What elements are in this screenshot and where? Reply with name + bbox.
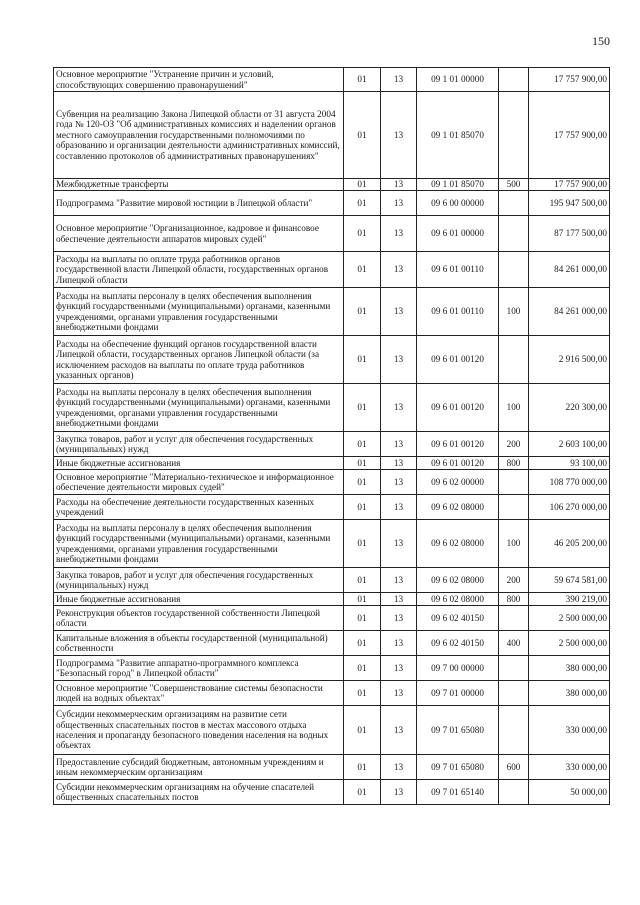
target-article-code: 09 6 02 08000: [417, 593, 499, 606]
table-row: [54, 252, 610, 288]
ministry-code: 01: [344, 681, 381, 706]
section-code: 13: [381, 755, 417, 780]
amount: 330 000,00: [529, 706, 610, 755]
expense-name: Предоставление субсидий бюджетным, автономным учреждениям и иным некоммерческим организациям: [54, 755, 344, 780]
expense-name: Реконструкция объектов государственной собственности Липецкой области: [54, 606, 344, 631]
expense-type-code: [499, 336, 529, 384]
table-row: [54, 68, 610, 92]
section-code: 13: [381, 179, 417, 191]
target-article-code: 09 6 01 00000: [417, 216, 499, 252]
table-row: [54, 457, 610, 470]
ministry-code: 01: [344, 68, 381, 92]
amount: 220 300,00: [529, 384, 610, 432]
table-row: [54, 706, 610, 755]
expense-name: Расходы на обеспечение функций органов государственной власти Липецкой области, государственных органов Липецкой области (за исключением расходов на выплаты по оплате труда работников указанных органов): [54, 336, 344, 384]
section-code: 13: [381, 780, 417, 805]
amount: 17 757 900,00: [529, 68, 610, 92]
amount: 84 261 000,00: [529, 252, 610, 288]
table-row: [54, 656, 610, 681]
expense-type-code: 100: [499, 288, 529, 336]
amount: 2 500 000,00: [529, 606, 610, 631]
amount: 17 757 900,00: [529, 179, 610, 191]
ministry-code: 01: [344, 568, 381, 593]
ministry-code: 01: [344, 780, 381, 805]
ministry-code: 01: [344, 288, 381, 336]
ministry-code: 01: [344, 606, 381, 631]
target-article-code: 09 7 00 00000: [417, 656, 499, 681]
expense-name: Субвенция на реализацию Закона Липецкой области от 31 августа 2004 года № 120-ОЗ "Об административных комиссиях и наделении органов местного самоуправления государственными полномочиями по образованию и организации деятельности административных комиссий, составлению протоколов об административных правонарушениях": [54, 92, 344, 179]
table-row: [54, 631, 610, 656]
expense-type-code: [499, 92, 529, 179]
table-row: [54, 780, 610, 805]
amount: 106 270 000,00: [529, 495, 610, 520]
expense-name: Основное мероприятие "Материально-техническое и информационное обеспечение деятельности мировых судей": [54, 470, 344, 495]
ministry-code: 01: [344, 656, 381, 681]
target-article-code: 09 1 01 00000: [417, 68, 499, 92]
expense-name: Расходы на выплаты персоналу в целях обеспечения выполнения функций государственными (муниципальными) органами, казенными учреждениями, органами управления государственными внебюджетными фондами: [54, 384, 344, 432]
expense-type-code: [499, 470, 529, 495]
expense-type-code: [499, 252, 529, 288]
section-code: 13: [381, 495, 417, 520]
expense-type-code: 800: [499, 593, 529, 606]
expense-type-code: [499, 191, 529, 216]
target-article-code: 09 7 01 65140: [417, 780, 499, 805]
target-article-code: 09 6 01 00120: [417, 384, 499, 432]
section-code: 13: [381, 706, 417, 755]
expense-type-code: 400: [499, 631, 529, 656]
expense-name: Расходы на обеспечение деятельности государственных казенных учреждений: [54, 495, 344, 520]
ministry-code: 01: [344, 495, 381, 520]
ministry-code: 01: [344, 631, 381, 656]
target-article-code: 09 7 01 00000: [417, 681, 499, 706]
expense-name: Расходы на выплаты по оплате труда работников органов государственной власти Липецкой области, государственных органов Липецкой области: [54, 252, 344, 288]
section-code: 13: [381, 470, 417, 495]
expense-type-code: [499, 495, 529, 520]
ministry-code: 01: [344, 191, 381, 216]
target-article-code: 09 1 01 85070: [417, 179, 499, 191]
expense-type-code: 100: [499, 520, 529, 568]
table-row: [54, 288, 610, 336]
expense-type-code: 500: [499, 179, 529, 191]
target-article-code: 09 6 02 08000: [417, 495, 499, 520]
budget-table: [53, 67, 610, 805]
target-article-code: 09 6 01 00110: [417, 288, 499, 336]
amount: 108 770 000,00: [529, 470, 610, 495]
amount: 380 000,00: [529, 656, 610, 681]
expense-name: Закупка товаров, работ и услуг для обеспечения государственных (муниципальных) нужд: [54, 432, 344, 457]
table-row: [54, 606, 610, 631]
amount: 46 205 200,00: [529, 520, 610, 568]
amount: 50 000,00: [529, 780, 610, 805]
target-article-code: 09 6 01 00120: [417, 432, 499, 457]
table-row: [54, 520, 610, 568]
expense-name: Расходы на выплаты персоналу в целях обеспечения выполнения функций государственными (муниципальными) органами, казенными учреждениями, органами управления государственными внебюджетными фондами: [54, 288, 344, 336]
ministry-code: 01: [344, 216, 381, 252]
table-row: [54, 384, 610, 432]
amount: 2 916 500,00: [529, 336, 610, 384]
section-code: 13: [381, 681, 417, 706]
expense-name: Основное мероприятие "Устранение причин и условий, способствующих совершению правонарушений": [54, 68, 344, 92]
expense-name: Подпрограмма "Развитие мировой юстиции в Липецкой области": [54, 191, 344, 216]
section-code: 13: [381, 432, 417, 457]
expense-type-code: [499, 656, 529, 681]
amount: 59 674 581,00: [529, 568, 610, 593]
target-article-code: 09 6 02 40150: [417, 631, 499, 656]
target-article-code: 09 6 00 00000: [417, 191, 499, 216]
expense-name: Субсидии некоммерческим организациям на развитие сети общественных спасательных постов в местах массового отдыха населения и пропаганду безопасного поведения населения на водных объектах: [54, 706, 344, 755]
target-article-code: 09 6 02 08000: [417, 520, 499, 568]
ministry-code: 01: [344, 384, 381, 432]
expense-type-code: [499, 68, 529, 92]
amount: 17 757 900,00: [529, 92, 610, 179]
target-article-code: 09 6 02 40150: [417, 606, 499, 631]
table-row: [54, 568, 610, 593]
table-row: [54, 495, 610, 520]
expense-type-code: 800: [499, 457, 529, 470]
table-row: [54, 92, 610, 179]
section-code: 13: [381, 191, 417, 216]
section-code: 13: [381, 593, 417, 606]
amount: 87 177 500,00: [529, 216, 610, 252]
ministry-code: 01: [344, 179, 381, 191]
ministry-code: 01: [344, 706, 381, 755]
ministry-code: 01: [344, 336, 381, 384]
ministry-code: 01: [344, 755, 381, 780]
target-article-code: 09 1 01 85070: [417, 92, 499, 179]
expense-name: Закупка товаров, работ и услуг для обеспечения государственных (муниципальных) нужд: [54, 568, 344, 593]
expense-type-code: 600: [499, 755, 529, 780]
expense-name: Основное мероприятие "Организационное, кадровое и финансовое обеспечение деятельности аппаратов мировых судей": [54, 216, 344, 252]
amount: 2 603 100,00: [529, 432, 610, 457]
expense-type-code: [499, 606, 529, 631]
expense-name: Межбюджетные трансферты: [54, 179, 344, 191]
target-article-code: 09 6 01 00120: [417, 457, 499, 470]
section-code: 13: [381, 68, 417, 92]
section-code: 13: [381, 288, 417, 336]
section-code: 13: [381, 216, 417, 252]
ministry-code: 01: [344, 470, 381, 495]
expense-name: Основное мероприятие "Совершенствование системы безопасности людей на водных объектах": [54, 681, 344, 706]
expense-name: Иные бюджетные ассигнования: [54, 457, 344, 470]
ministry-code: 01: [344, 432, 381, 457]
section-code: 13: [381, 520, 417, 568]
section-code: 13: [381, 252, 417, 288]
target-article-code: 09 7 01 65080: [417, 706, 499, 755]
target-article-code: 09 6 02 00000: [417, 470, 499, 495]
expense-name: Капитальные вложения в объекты государственной (муниципальной) собственности: [54, 631, 344, 656]
ministry-code: 01: [344, 252, 381, 288]
expense-name: Субсидии некоммерческим организациям на обучение спасателей общественных спасательных постов: [54, 780, 344, 805]
section-code: 13: [381, 656, 417, 681]
amount: 390 219,00: [529, 593, 610, 606]
amount: 195 947 500,00: [529, 191, 610, 216]
target-article-code: 09 6 01 00110: [417, 252, 499, 288]
section-code: 13: [381, 336, 417, 384]
section-code: 13: [381, 457, 417, 470]
expense-name: Подпрограмма "Развитие аппаратно-программного комплекса "Безопасный город" в Липецкой области": [54, 656, 344, 681]
page-number: 150: [592, 34, 610, 48]
section-code: 13: [381, 568, 417, 593]
section-code: 13: [381, 606, 417, 631]
table-row: [54, 755, 610, 780]
expense-name: Расходы на выплаты персоналу в целях обеспечения выполнения функций государственными (муниципальными) органами, казенными учреждениями, органами управления государственными внебюджетными фондами: [54, 520, 344, 568]
expense-type-code: [499, 681, 529, 706]
amount: 84 261 000,00: [529, 288, 610, 336]
ministry-code: 01: [344, 520, 381, 568]
table-row: [54, 470, 610, 495]
expense-type-code: [499, 706, 529, 755]
amount: 330 000,00: [529, 755, 610, 780]
table-row: [54, 191, 610, 216]
section-code: 13: [381, 631, 417, 656]
amount: 380 000,00: [529, 681, 610, 706]
ministry-code: 01: [344, 457, 381, 470]
table-row: [54, 681, 610, 706]
target-article-code: 09 6 01 00120: [417, 336, 499, 384]
table-row: [54, 179, 610, 191]
amount: 93 100,00: [529, 457, 610, 470]
expense-type-code: 200: [499, 432, 529, 457]
expense-type-code: 100: [499, 384, 529, 432]
target-article-code: 09 6 02 08000: [417, 568, 499, 593]
expense-type-code: 200: [499, 568, 529, 593]
table-row: [54, 432, 610, 457]
budget-table-body: [54, 68, 610, 805]
expense-type-code: [499, 780, 529, 805]
table-row: [54, 336, 610, 384]
table-row: [54, 216, 610, 252]
table-row: [54, 593, 610, 606]
section-code: 13: [381, 92, 417, 179]
section-code: 13: [381, 384, 417, 432]
expense-name: Иные бюджетные ассигнования: [54, 593, 344, 606]
target-article-code: 09 7 01 65080: [417, 755, 499, 780]
ministry-code: 01: [344, 593, 381, 606]
expense-type-code: [499, 216, 529, 252]
ministry-code: 01: [344, 92, 381, 179]
amount: 2 500 000,00: [529, 631, 610, 656]
